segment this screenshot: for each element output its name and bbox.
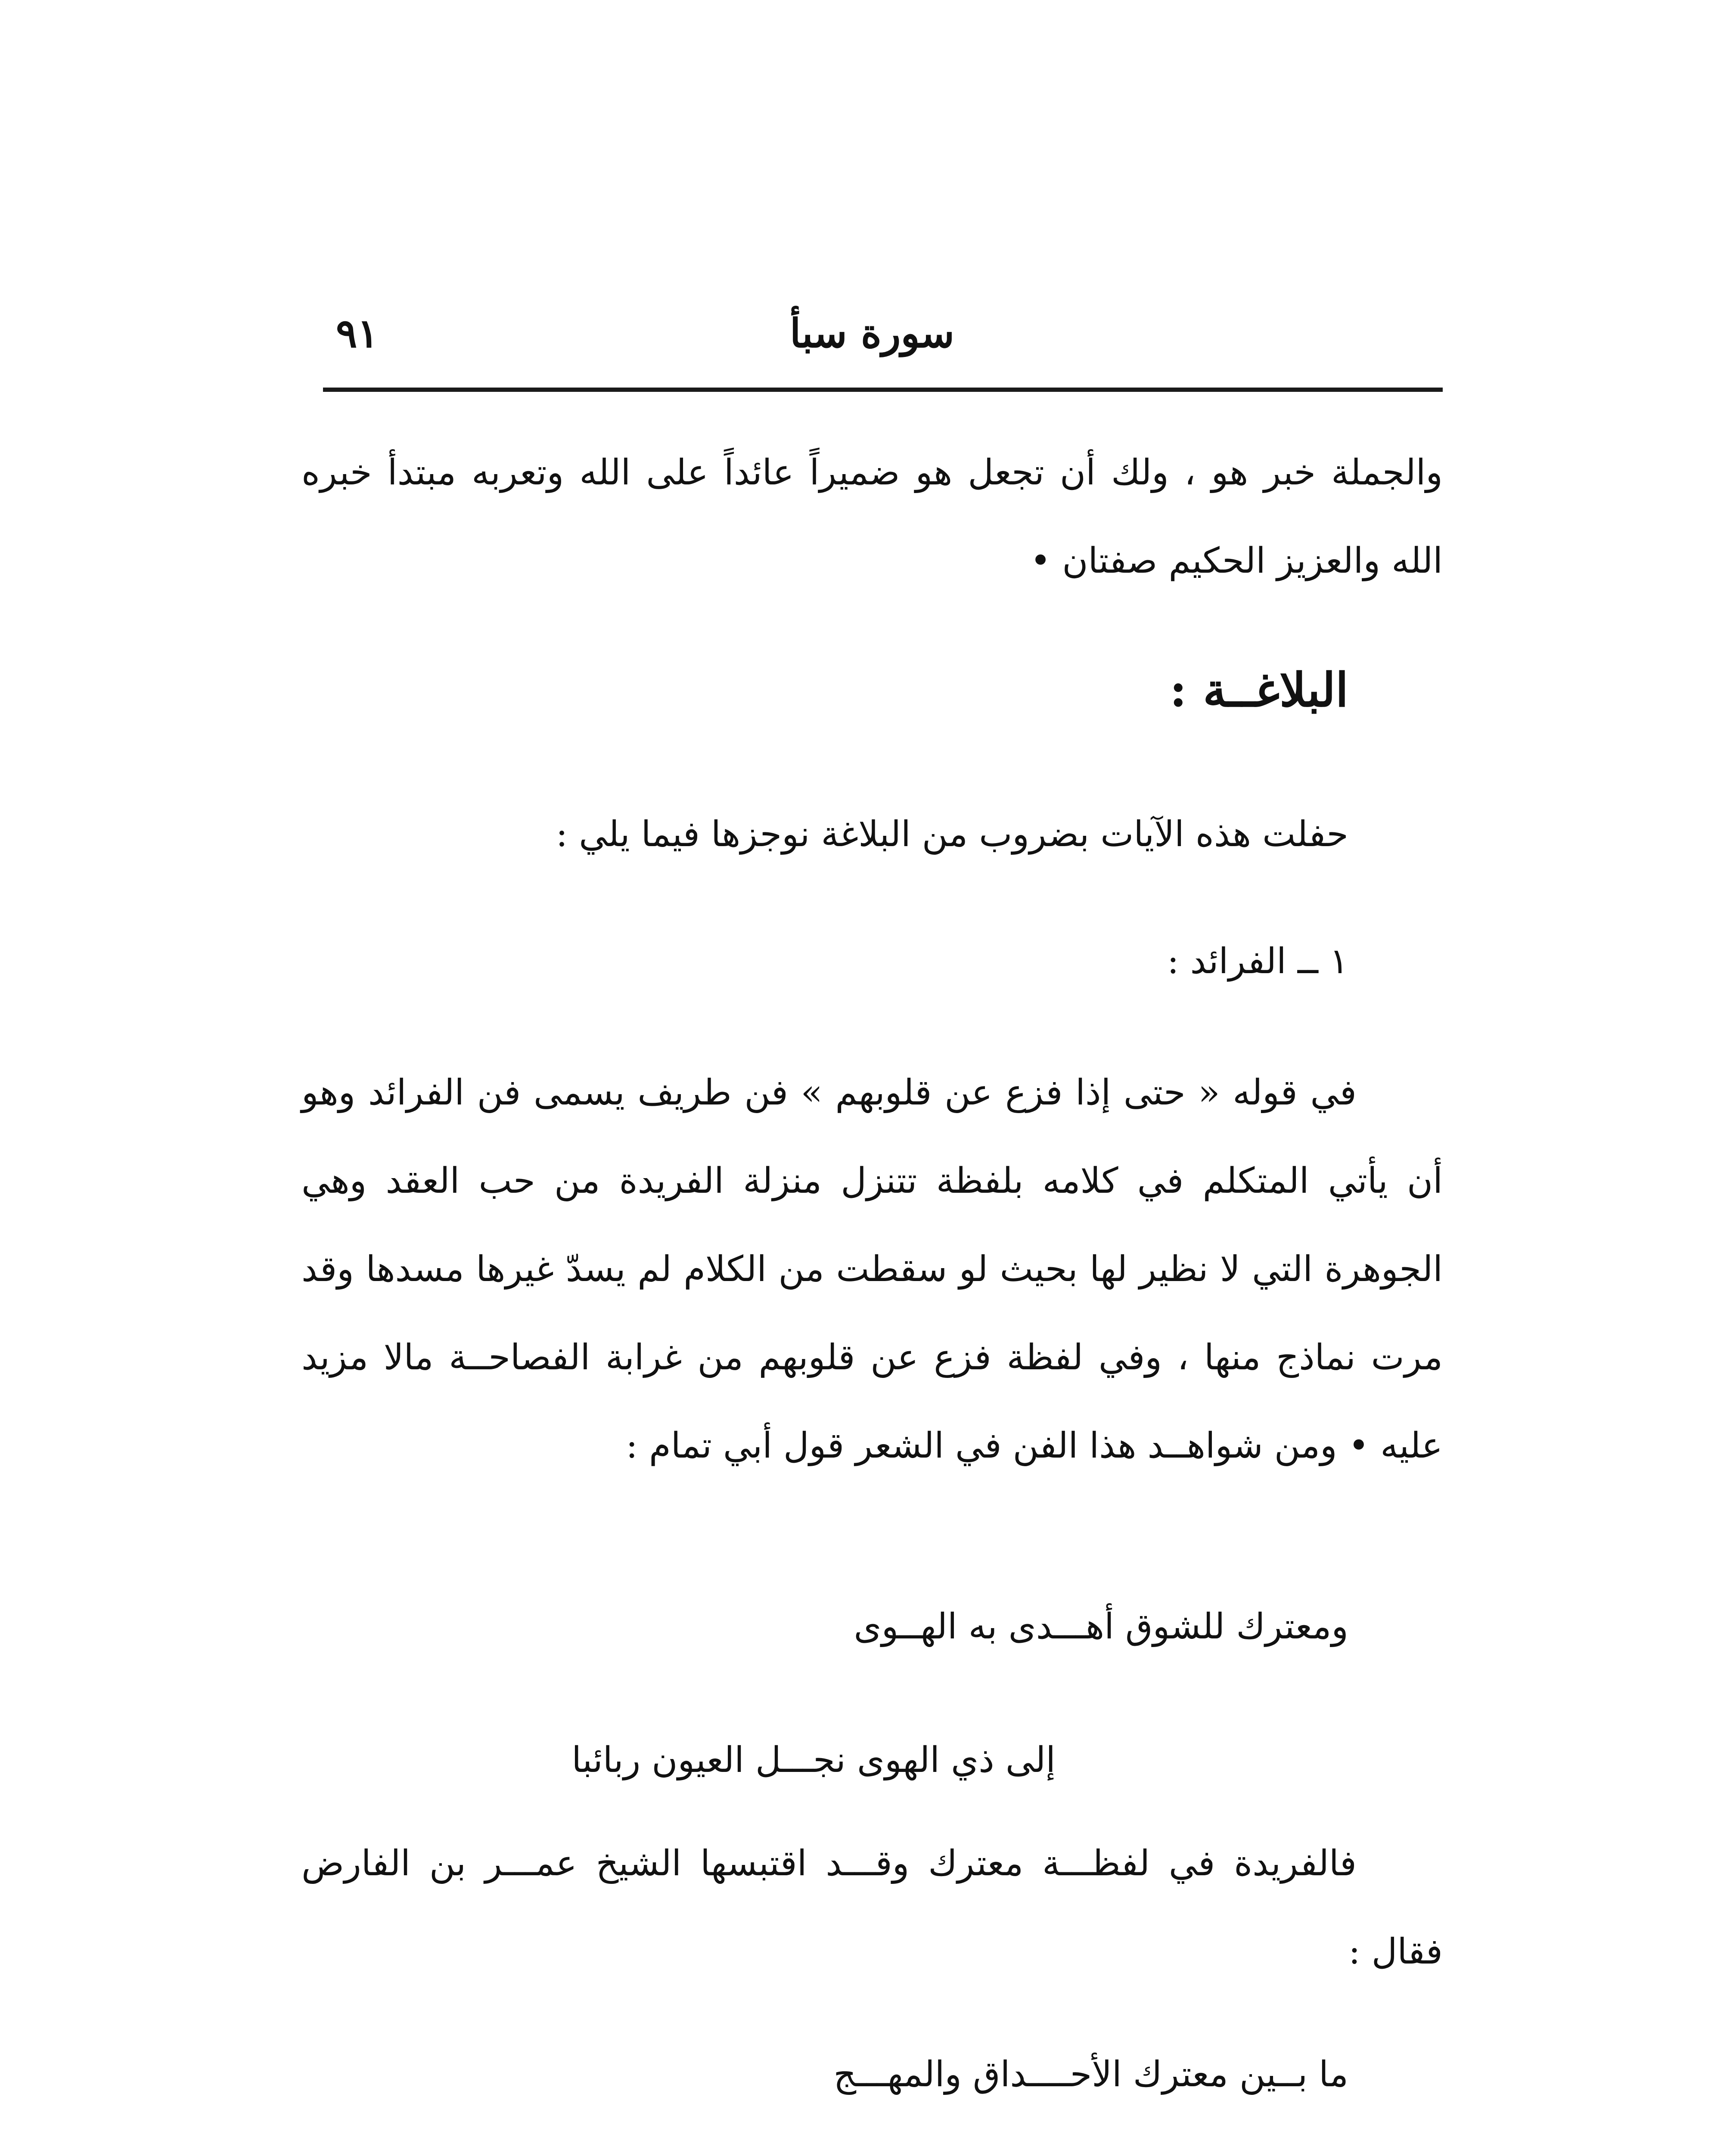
paragraph-faraid [301, 1049, 1443, 1490]
verse-hemistich-third: ما بــين معترك الأحــــداق والمهـــج [833, 2054, 1348, 2095]
paragraph-grammar: والجملة خبر هو ، ولك أن تجعل هو ضميراً عائداً على الله وتعربه مبتدأ خبره الله والعزيز الحكيم صفتان • [301, 452, 1443, 581]
page-number: ٩١ [336, 310, 379, 357]
section-intro: حفلت هذه الآيات بضروب من البلاغة نوجزها فيما يلي : [556, 814, 1348, 855]
chapter-title: سورة سبأ [789, 310, 955, 357]
page-header [301, 301, 1443, 357]
paragraph-farida [301, 1819, 1443, 1996]
section-heading: البلاغــة : [1169, 663, 1348, 717]
paragraph-farida-text: فالفريدة في لفظـــة معترك وقـــد اقتبسها الشيخ عمـــر بن الفارض فقال : [301, 1843, 1443, 1972]
subsection-heading: ١ ــ الفرائد : [1167, 941, 1348, 982]
verse-hemistich-second: إلى ذي الهوى نجـــل العيون ربائبا [571, 1740, 1056, 1781]
header-rule [323, 388, 1443, 392]
verse-hemistich-first: ومعترك للشوق أهـــدى به الهــوى [854, 1606, 1348, 1647]
paragraph-faraid-text: في قوله « حتى إذا فزع عن قلوبهم » فن طريف يسمى فن الفرائد وهو أن يأتي المتكلم في كلامه بلفظة تتنزل منزلة الفريدة من حب العقد وهي الجوهرة التي لا نظير لها بحيث لو سقطت من الكلام لم يسدّ غيرها مسدها وقد مرت نماذج منها ، وفي لفظة فزع عن قلوبهم من غرابة الفصاحــة مالا مزيد عليه • ومن شواهــد هذا الفن في الشعر قول أبي تمام : [301, 1072, 1443, 1466]
